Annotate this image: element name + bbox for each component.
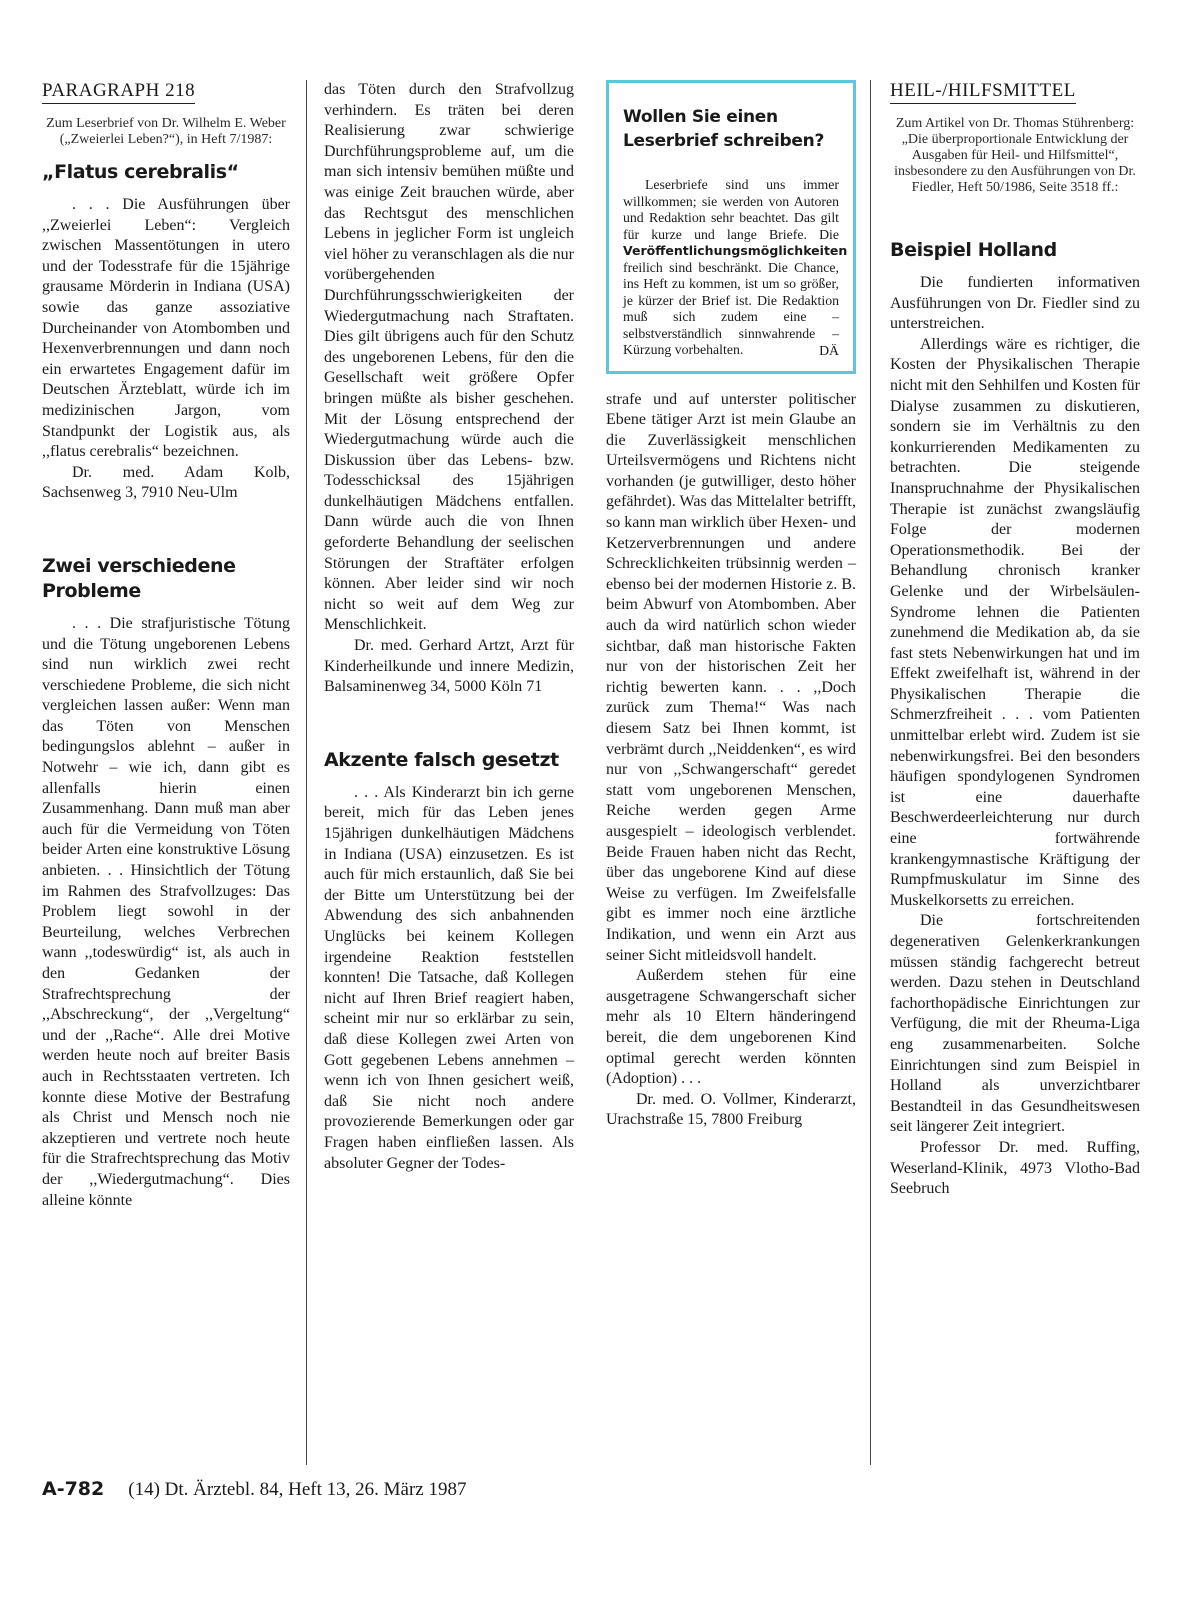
notice-body-text: Leserbriefe sind uns immer willkommen; sie werden von Autoren und Redaktion sehr beachtet. Das gilt für kurze und lange Briefe. Die <box>623 177 839 242</box>
letter-body: Die fortschreitenden degenerativen Gelenkerkrankungen müssen ständig fachgerecht betreut werden. Dazu stehen in Deutschland fachorthopädische Einrichtungen zur Verfügung, die mit der Rheuma-Liga eng zusammenarbeiten. Solche Einrichtungen sind zum Beispiel in Holland als unverzichtbarer Bestandteil in das Gesundheitswesen seit längerer Zeit integriert. <box>890 912 1140 1136</box>
letter-body: . . . Die strafjuristische Tötung und die Tötung ungeborenen Lebens sind nun wirklich zwei recht verschiedene Probleme, die sich nicht vergleichen lassen außer: Wenn man das Töten von Menschen bedingungslos ablehnt – außer in Notwehr – wie ich, dann gibt es allenfalls hierin einen Zusammenhang. Dann muß man aber auch für die Vermeidung von Töten beider Arten eine konstruktive Lösung anbieten. . . Hinsichtlich der Tötung im Rahmen des Strafvollzuges: Das Problem liegt sowohl in der Beurteilung, welches Verbrechen wann ,,todeswürdig“ ist, als auch in den Gedanken der Strafrechtsprechung der ,,Abschreckung“, der ,,Vergeltung“ und der ,,Rache“. Alle drei Motive werden heute noch auf breiter Basis auch in Rechtsstaaten vertreten. Ich konnte diese Motive der Bestrafung als Christ und Mensch noch nie akzeptieren und vertrete noch heute für die Strafrechtsprechung das Motiv der ,,Wiedergutmachung“. Dies alleine könnte <box>42 614 290 1209</box>
column-2 <box>324 80 574 1174</box>
page-number: A-782 <box>42 1478 105 1500</box>
letter-body: Die fundierten informativen Ausführungen von Dr. Fiedler sind zu unterstreichen. <box>890 274 1140 333</box>
journal-citation: (14) Dt. Ärztebl. 84, Heft 13, 26. März 1987 <box>128 1479 467 1500</box>
letter-body-continued: strafe und auf unterster politischer Ebene tätiger Arzt ist mein Glaube an die Zuverlässigkeit menschlichen Urteilsvermögens und Richtens nicht vorhanden (je gutwilliger, desto höher gefährdet). Was das Mittelalter betrifft, so kann man wirklich über Hexen- und Ketzerverbrennungen und andere Schrecklichkeiten trübsinnig werden – ebenso bei der modernen Historie z. B. beim Abwurf von Atombomben. Aber auch da wird natürlich schon wieder sichtbar, daß man historische Fakten nur von der historischen Zeit her richtig bewerten kann. . . ,,Doch zurück zum Thema!“ Was nach diesem Satz bei Ihnen kommt, ist verbrämt durch ,,Neiddenken“, es wird nur von ,,Schwangerschaft“ geredet statt vom ungeborenen Menschen, Reiche werden gegen Arme ausgespielt – ideologisch verblendet. Beide Frauen haben nicht das Recht, über das ungeborene Kind auf diese Weise zu verfügen. Im Zweifelsfalle gibt es immer noch eine ärztliche Indikation, und wenn ein Arzt aus seiner Sicht mitleidsvoll handelt. <box>606 390 856 964</box>
column-3 <box>606 80 856 1131</box>
letter-body-continued: das Töten durch den Strafvollzug verhindern. Es träten bei deren Realisierung zwar schwierige Durchführungsprobleme auf, um die man sich intensiv bemühen müßte und was einige Zeit brauchen würde, aber das Rechtsgut des menschlichen Lebens in jeglicher Form ist ungleich viel höher zu veranschlagen als die nur vorübergehenden Durchführungsschwierigkeiten der Wiedergutmachung nach Straftaten. Dies gilt übrigens auch für den Schutz des ungeborenen Lebens, für den die Gesellschaft weit größere Opfer bringen müßte als bisher geschehen. Mit der Lösung entsprechend der Wiedergutmachung würde auch die Diskussion über das Lebens- bzw. Todesschicksal des 15jährigen dunkelhäutigen Mädchens entfallen. Dann würde auch die von Ihnen geforderte Behandlung der seelischen Störungen der Straftäter erfolgen können. Aber leider sind wir noch nicht so weit auf dem Weg zur Menschlichkeit. <box>324 81 574 634</box>
notice-headline: Wollen Sie einen Leserbrief schreiben? <box>623 107 825 151</box>
letter-signature: Dr. med. O. Vollmer, Kinderarzt, Urachstraße 15, 7800 Freiburg <box>606 1090 856 1129</box>
letter-signature: Professor Dr. med. Ruffing, Weserland-Klinik, 4973 Vlotho-Bad Seebruch <box>890 1138 1140 1198</box>
section-label: HEIL-/HILFSMITTEL <box>890 80 1076 104</box>
reader-letter-notice-box <box>606 80 856 374</box>
letter-body: . . . Die Ausführungen über ,,Zweierlei Leben“: Vergleich zwischen Massentötungen in utero und der Todesstrafe für die 15jährige grausame Mörderin in Indiana (USA) sowie das ganze assoziative Durcheinander von Atombomben und Hexenverbrennungen und dann noch ein erwartetes Engagement dafür im Deutschen Ärzteblatt, würde ich im medizinischen Jargon, vom Standpunkt der Logistik aus, als ,,flatus cerebralis“ bezeichnen. <box>42 196 290 461</box>
letter-signature: Dr. med. Adam Kolb, Sachsenweg 3, 7910 Neu-Ulm <box>42 463 290 502</box>
letter-body: Allerdings wäre es richtiger, die Kosten der Physikalischen Therapie nicht mit den Sehhilfen und Kosten für Dialyse zusammen zu diskutieren, sondern sie im Verhältnis zu den konkurrierenden Medikamenten zu betrachten. Die steigende Inanspruchnahme der Physikalischen Therapie ist zunächst zwangsläufig Folge der modernen Operationsmethodik. Bei der Behandlung chronisch kranker Gelenke und der Wirbelsäulen-Syndrome lehnen die Patienten zunehmend die Medikation ab, da sie fast stets Nebenwirkungen hat und im Effekt zweifelhaft ist, während in der Physikalischen Therapie die Schmerzfreiheit . . . vom Patienten unmittelbar erlebt wird. Zudem ist sie nebenwirkungsfrei. Bei den besonders häufigen spondylogenen Syndromen ist eine dauerhafte Beschwerdeerleichterung nur durch eine fortwährende krankengymnastische Kräftigung der Rumpfmuskulatur im Sinne des Muskelkorsetts zu erreichen. <box>890 335 1140 909</box>
letter-signature: Dr. med. Gerhard Artzt, Arzt für Kinderheilkunde und innere Medizin, Balsaminenweg 34, 5000 Köln 71 <box>324 637 574 696</box>
letter-body: Außerdem stehen für eine ausgetragene Schwangerschaft sicher mehr als 10 Eltern händeringend bereit, die dem ungeborenen Kind optimal gerecht werden könnten (Adoption) . . . <box>606 967 856 1088</box>
column-4 <box>890 80 1140 1200</box>
page-footer <box>42 1478 467 1501</box>
letter-headline: Akzente falsch gesetzt <box>324 748 559 771</box>
letter-headline: Zwei verschiedene Probleme <box>42 554 236 602</box>
column-1 <box>42 80 290 1211</box>
letter-intro: Zum Leserbrief von Dr. Wilhelm E. Weber („Zweierlei Leben?“), in Heft 7/1987: <box>46 116 286 147</box>
letter-body: . . . Als Kinderarzt bin ich gerne bereit, mich für das Leben jenes 15jährigen dunkelhäutigen Mädchens in Indiana (USA) einzusetzen. Es ist auch für mich erstaunlich, daß Sie bei der Bitte um Unterstützung bei der Abwendung des sich anbahnenden Unglücks bei keinem Kollegen irgendeine Reaktion feststellen konnten! Die Tatsache, daß Kollegen nicht auf Ihren Brief reagiert haben, scheint mir nur so erklärbar zu sein, daß diese Kollegen zwei Arten von Gott gegebenen Lebens annehmen – wenn ich von Ihnen gesichert weiß, daß Sie nicht noch andere provozierende Bemerkungen oder gar Fragen haben einfließen lassen. Als absoluter Gegner der Todes- <box>324 783 574 1172</box>
section-label: PARAGRAPH 218 <box>42 80 195 104</box>
letter-headline: Beispiel Holland <box>890 239 1057 261</box>
column-rule <box>870 80 871 1465</box>
notice-signature: DÄ <box>819 342 839 358</box>
letter-headline: „Flatus cerebralis“ <box>42 161 239 183</box>
notice-body-text: freilich sind beschränkt. Die Chance, ins Heft zu kommen, ist um so größer, je kürzer der Brief ist. Die Redaktion muß sich zudem eine – selbstverständlich sinnwahrende – Kürzung vorbehalten. <box>623 259 839 357</box>
column-rule <box>306 80 307 1465</box>
notice-body-bold: Veröffentlichungsmöglichkeiten <box>623 243 848 258</box>
article-intro: Zum Artikel von Dr. Thomas Stührenberg: „Die überproportionale Entwicklung der Ausgaben für Heil- und Hilfsmittel“, insbesondere zu den Ausführungen von Dr. Fiedler, Heft 50/1986, Seite 3518 ff.: <box>894 116 1136 195</box>
notice-body <box>623 177 848 359</box>
